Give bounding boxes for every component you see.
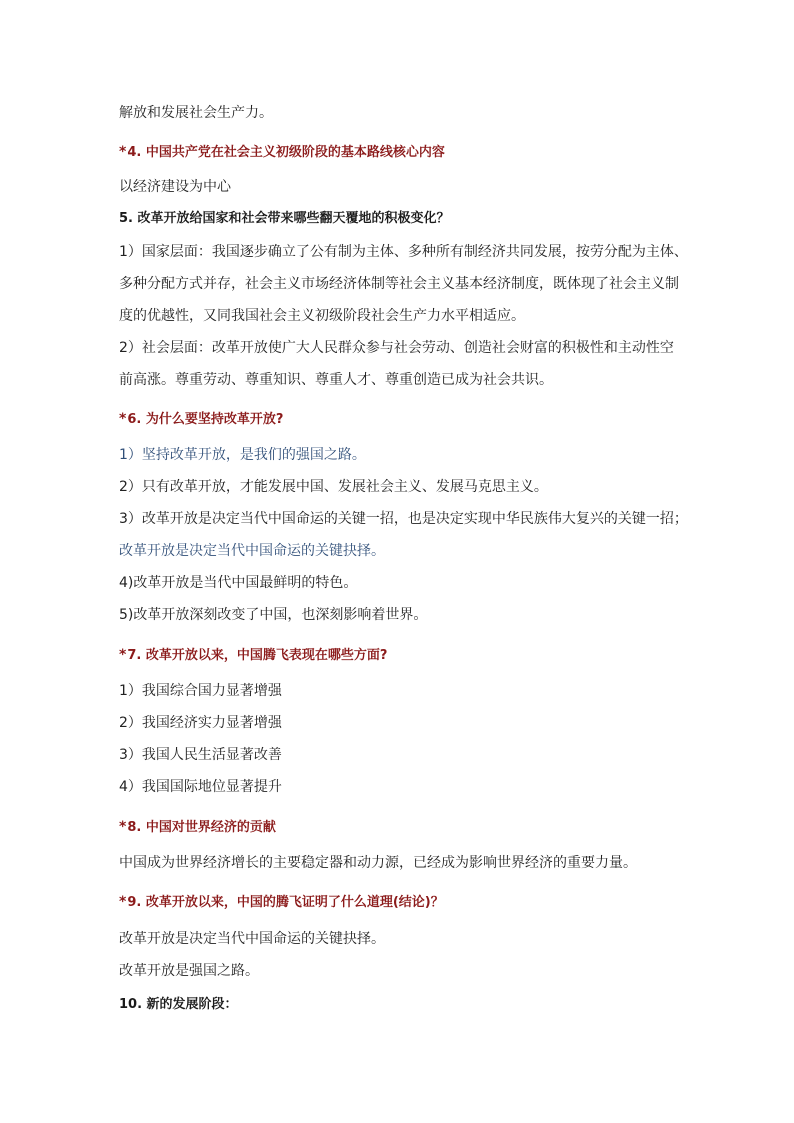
text-line: 改革开放是决定当代中国命运的关键抉择。 xyxy=(119,543,385,559)
heading-8 xyxy=(119,817,276,838)
text-line: 3）改革开放是决定当代中国命运的关键一招，也是决定实现中华民族伟大复兴的关键一招； xyxy=(119,511,688,527)
text-line: 以经济建设为中心 xyxy=(119,179,231,195)
text-line: 1）国家层面：我国逐步确立了公有制为主体、多种所有制经济共同发展，按劳分配为主体、 xyxy=(119,244,688,260)
heading-10: 10. 新的发展阶段： xyxy=(119,997,238,1012)
text-line: 2）我国经济实力显著增强 xyxy=(119,715,282,731)
text-line: 2）社会层面：改革开放使广大人民群众参与社会劳动、创造社会财富的积极性和主动性空 xyxy=(119,340,674,356)
heading-5: 5. 改革开放给国家和社会带来哪些翻天覆地的积极变化？ xyxy=(119,211,450,226)
heading-8-text: 8. 中国对世界经济的贡献 xyxy=(127,820,276,835)
text-line: 1）坚持改革开放，是我们的强国之路。 xyxy=(119,447,366,463)
text-line: 4）我国国际地位显著提升 xyxy=(119,779,282,795)
heading-9 xyxy=(119,892,444,913)
star-marker: * xyxy=(119,647,127,663)
heading-9-text: 9. 改革开放以来，中国的腾飞证明了什么道理(结论)？ xyxy=(127,895,444,910)
text-line: 度的优越性，又同我国社会主义初级阶段社会生产力水平相适应。 xyxy=(119,308,525,324)
text-line: 4)改革开放是当代中国最鲜明的特色。 xyxy=(119,575,358,591)
text-line: 改革开放是决定当代中国命运的关键抉择。 xyxy=(119,931,385,947)
star-marker: * xyxy=(119,894,127,910)
text-line: 前高涨。尊重劳动、尊重知识、尊重人才、尊重创造已成为社会共识。 xyxy=(119,372,553,388)
text-line: 中国成为世界经济增长的主要稳定器和动力源，已经成为影响世界经济的重要力量。 xyxy=(119,855,637,871)
text-line: 解放和发展社会生产力。 xyxy=(119,105,273,121)
heading-6-text: 6. 为什么要坚持改革开放? xyxy=(127,412,284,427)
heading-4-text: 4. 中国共产党在社会主义初级阶段的基本路线核心内容 xyxy=(127,145,445,160)
heading-4 xyxy=(119,142,445,163)
text-line: 2）只有改革开放，才能发展中国、发展社会主义、发展马克思主义。 xyxy=(119,479,548,495)
heading-6 xyxy=(119,409,283,430)
text-line: 5)改革开放深刻改变了中国，也深刻影响着世界。 xyxy=(119,607,428,623)
star-marker: * xyxy=(119,144,127,160)
text-line: 1）我国综合国力显著增强 xyxy=(119,683,282,699)
text-line: 3）我国人民生活显著改善 xyxy=(119,747,282,763)
star-marker: * xyxy=(119,819,127,835)
text-line: 改革开放是强国之路。 xyxy=(119,963,259,979)
heading-7 xyxy=(119,645,387,666)
heading-7-text: 7. 改革开放以来，中国腾飞表现在哪些方面? xyxy=(127,648,388,663)
star-marker: * xyxy=(119,411,127,427)
text-line: 多种分配方式并存，社会主义市场经济体制等社会主义基本经济制度，既体现了社会主义制 xyxy=(119,276,679,292)
